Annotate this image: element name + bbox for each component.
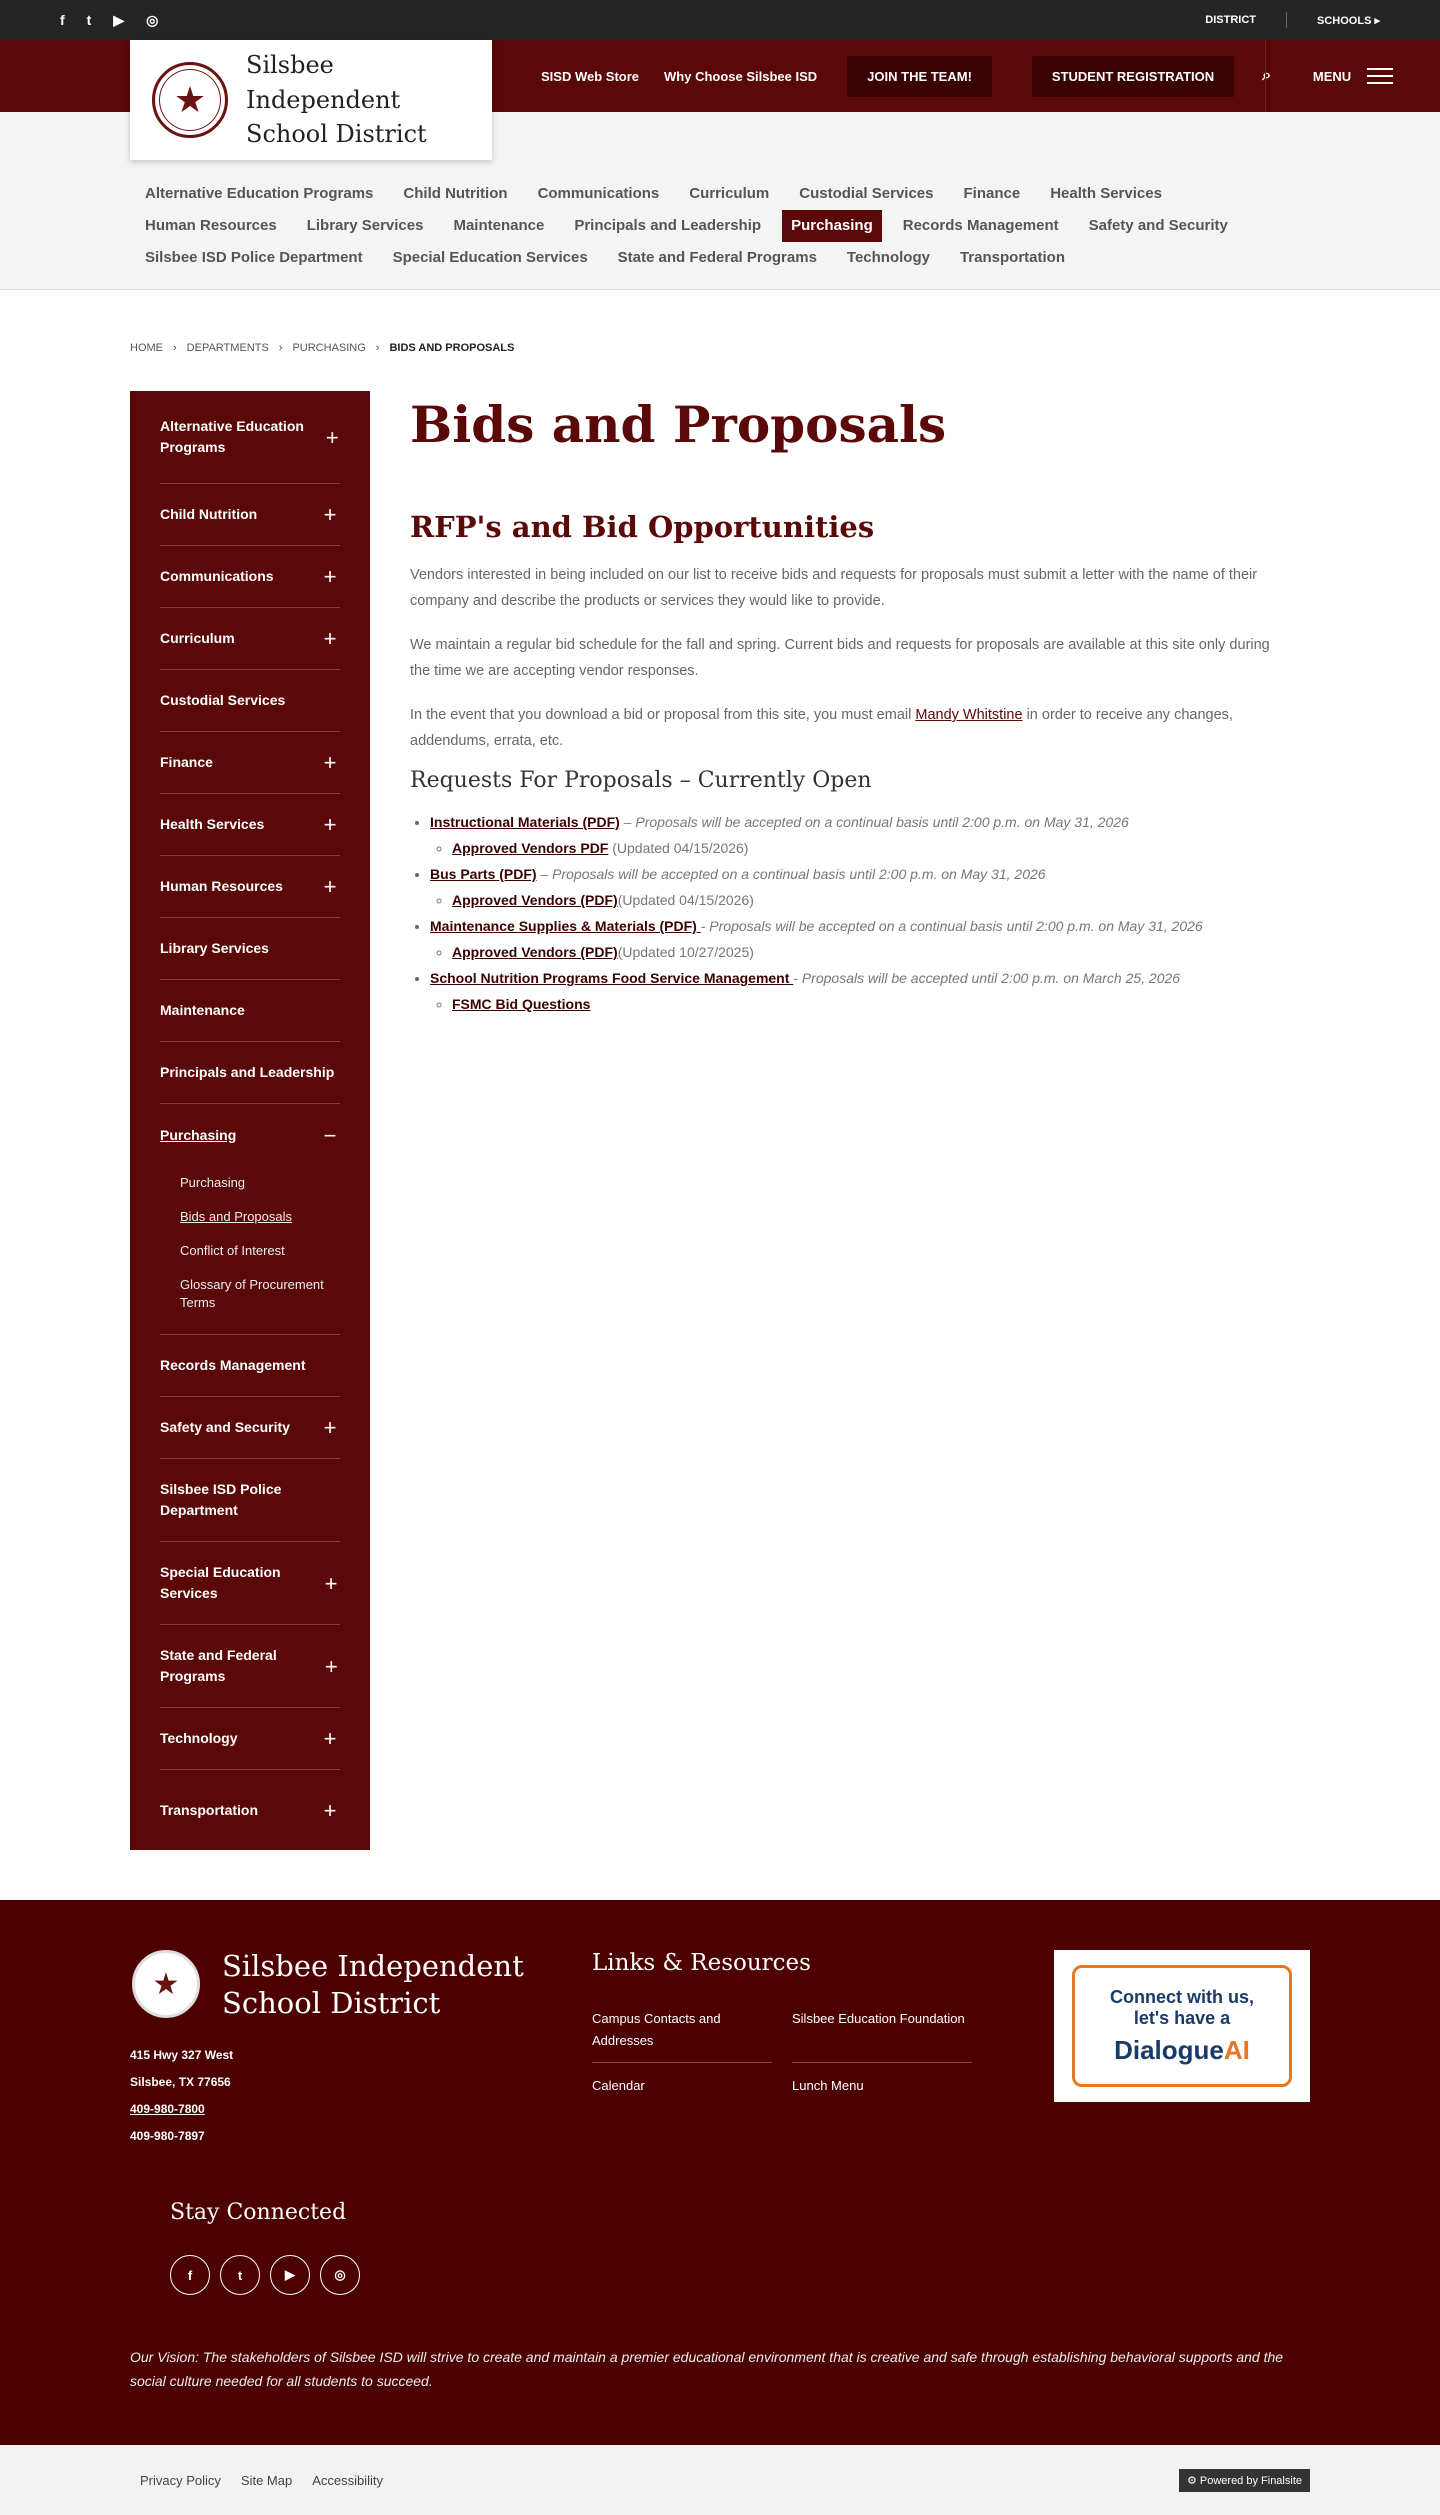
district-logo[interactable] <box>130 40 492 160</box>
bid-questions-link[interactable]: FSMC Bid Questions <box>452 996 591 1012</box>
student-registration-button[interactable]: STUDENT REGISTRATION <box>1032 56 1234 97</box>
expand-icon[interactable]: + <box>323 1415 337 1440</box>
rfp-subitem: ◦ Approved Vendors PDF (Updated 04/15/2026) <box>452 835 1290 861</box>
links-heading: Links & Resources <box>592 1950 811 1976</box>
approved-vendors-link[interactable]: Approved Vendors PDF <box>452 840 609 856</box>
district-seal-icon: ★ <box>152 62 228 138</box>
rfp-pdf-link[interactable]: Maintenance Supplies & Materials (PDF) <box>430 918 701 934</box>
dept-nav-item[interactable]: Technology <box>846 249 930 266</box>
rfp-list <box>410 809 1290 1017</box>
dept-nav-item[interactable]: Records Management <box>902 217 1059 234</box>
main-content <box>410 391 1290 1017</box>
chevron-right-icon: › <box>173 342 177 354</box>
district-link[interactable]: DISTRICT <box>1205 14 1257 26</box>
sidebar-item[interactable]: Records Management <box>160 1335 340 1397</box>
expand-icon[interactable]: + <box>324 1653 338 1679</box>
section-sidebar <box>130 391 370 1850</box>
menu-label: MENU <box>1312 68 1352 84</box>
bottom-bar <box>0 2445 1440 2515</box>
submenu-item[interactable]: Purchasing <box>180 1175 246 1190</box>
dept-nav-item[interactable]: Finance <box>963 185 1021 202</box>
sidebar-item[interactable]: Silsbee ISD Police Department <box>160 1459 340 1542</box>
facebook-icon[interactable]: f <box>170 2255 210 2295</box>
rfp-heading: Requests For Proposals – Currently Open <box>410 768 872 793</box>
sidebar-item[interactable]: Finance + <box>160 732 340 794</box>
sidebar-item[interactable]: Health Services + <box>160 794 340 856</box>
approved-vendors-link[interactable]: Approved Vendors (PDF) <box>452 944 618 960</box>
dept-nav-item-active[interactable]: Purchasing <box>782 210 882 242</box>
paragraph: In the event that you download a bid or proposal from this site, you must email Mandy Whitstine in order to receive any changes, addendums, errata, etc. <box>410 707 1233 749</box>
footer-link[interactable]: Calendar <box>592 2078 645 2093</box>
sidebar-item[interactable]: Special Education Services + <box>160 1542 340 1625</box>
expand-icon[interactable]: + <box>323 626 337 651</box>
powered-by-badge[interactable]: ⚙ Powered by Finalsite <box>1179 2469 1310 2492</box>
dialogue-ai-logo: Connect with us, let's have a DialogueAI <box>1072 1965 1292 2087</box>
dept-nav-item[interactable]: Safety and Security <box>1088 217 1228 234</box>
footer-links <box>592 2008 972 2119</box>
rfp-subitem <box>452 991 1290 1017</box>
dept-nav-item[interactable]: Health Services <box>1050 185 1162 202</box>
youtube-icon[interactable]: ▶ <box>113 11 125 28</box>
sitemap-link[interactable]: Site Map <box>240 2472 293 2488</box>
dept-nav-item[interactable]: Human Resources <box>145 217 277 234</box>
rfp-item: • School Nutrition Programs Food Service Management - Proposals will be accepted until 2:00 p.m. on March 25, 2026 ◦ FSMC Bid Questions <box>430 965 1290 1017</box>
rfp-item: • Maintenance Supplies & Materials (PDF) - Proposals will be accepted on a continual basis until 2:00 p.m. on May 31, 2026 ◦ Approved Vendors (PDF)(Updated 10/27/2025) <box>430 913 1290 965</box>
instagram-icon[interactable]: ◎ <box>146 11 159 28</box>
expand-icon[interactable]: + <box>323 502 337 527</box>
sidebar-item[interactable]: Communications + <box>160 546 340 608</box>
submenu-item-current[interactable]: Bids and Proposals <box>180 1209 293 1224</box>
dept-nav-item[interactable]: Communications <box>537 185 660 202</box>
footer-seal-icon: ★ <box>132 1950 200 2018</box>
district-name: Silsbee Independent School District <box>246 50 427 149</box>
twitter-icon[interactable]: t <box>220 2255 260 2295</box>
join-team-button[interactable]: JOIN THE TEAM! <box>847 56 992 97</box>
dept-nav-item[interactable]: Special Education Services <box>392 249 588 266</box>
sidebar-item[interactable]: Transportation + <box>160 1770 340 1850</box>
youtube-icon[interactable]: ▶ <box>270 2255 310 2295</box>
expand-icon[interactable]: + <box>323 564 337 589</box>
phone-link[interactable]: 409-980-7800 <box>130 2102 205 2116</box>
rfp-item: • Instructional Materials (PDF) – Proposals will be accepted on a continual basis until 2:00 p.m. on May 31, 2026 ◦ Approved Vendors PDF (Updated 04/15/2026) <box>430 809 1290 861</box>
sidebar-item[interactable]: Custodial Services <box>160 670 340 732</box>
footer-link[interactable]: Campus Contacts and Addresses <box>592 2008 772 2063</box>
dept-nav-item[interactable]: Child Nutrition <box>403 185 508 202</box>
sidebar-item[interactable]: Curriculum + <box>160 608 340 670</box>
web-store-link[interactable]: SISD Web Store <box>541 68 640 84</box>
chevron-right-icon: › <box>278 342 283 354</box>
rfp-link[interactable]: School Nutrition Programs Food Service Management <box>430 970 794 986</box>
dept-nav-item[interactable]: Alternative Education Programs <box>145 185 374 202</box>
breadcrumb <box>130 342 514 354</box>
page-title: Bids and Proposals <box>410 395 947 454</box>
search-icon[interactable]: ⌕ <box>1262 67 1272 84</box>
sidebar-item[interactable]: Maintenance <box>160 980 340 1042</box>
privacy-link[interactable]: Privacy Policy <box>140 2472 221 2488</box>
dialogue-ai-banner[interactable] <box>1054 1950 1310 2102</box>
rfp-subitem: ◦ Approved Vendors (PDF)(Updated 10/27/2025) <box>452 939 1290 965</box>
dept-nav-item[interactable]: Silsbee ISD Police Department <box>145 249 363 266</box>
dept-nav-item[interactable]: Library Services <box>306 217 424 234</box>
legal-links <box>140 2473 383 2488</box>
sidebar-item[interactable]: State and Federal Programs + <box>160 1625 340 1708</box>
breadcrumb-home[interactable]: HOME <box>130 342 163 354</box>
dept-nav-item[interactable]: Transportation <box>959 249 1065 266</box>
email-contact-link[interactable]: Mandy Whitstine <box>915 707 1023 723</box>
sidebar-item[interactable]: Technology + <box>160 1708 340 1770</box>
dept-nav-item[interactable]: Curriculum <box>689 185 770 202</box>
dept-nav-item[interactable]: Custodial Services <box>799 185 934 202</box>
site-footer <box>0 1900 1440 2445</box>
footer-address: 415 Hwy 327 West Silsbee, TX 77656 409-980-7800 409-980-7897 <box>130 2042 233 2150</box>
footer-social <box>170 2255 360 2295</box>
expand-icon[interactable]: + <box>324 1570 338 1596</box>
paragraph: Vendors interested in being included on our list to receive bids and requests for proposals must submit a letter with the name of their company and describe the products or services they would like to provide. <box>410 567 1258 609</box>
breadcrumb-current: BIDS AND PROPOSALS <box>389 342 515 354</box>
sidebar-item[interactable]: Safety and Security + <box>160 1397 340 1459</box>
submenu-item[interactable]: Glossary of Procurement Terms <box>180 1277 324 1310</box>
stay-connected-heading: Stay Connected <box>170 2200 347 2225</box>
sidebar-item[interactable]: Child Nutrition + <box>160 484 340 546</box>
section-heading: RFP's and Bid Opportunities <box>410 510 875 544</box>
footer-link[interactable]: Silsbee Education Foundation <box>792 2008 972 2063</box>
collapse-icon[interactable]: − <box>323 1122 337 1148</box>
expand-icon[interactable]: + <box>323 1726 337 1751</box>
expand-icon[interactable]: + <box>323 812 337 837</box>
paragraph: We maintain a regular bid schedule for the fall and spring. Current bids and requests for proposals are available at this site only during the time we are accepting vendor responses. <box>410 637 1270 679</box>
sidebar-item[interactable]: Library Services <box>160 918 340 980</box>
rfp-subitem: ◦ Approved Vendors (PDF)(Updated 04/15/2026) <box>452 887 1290 913</box>
footer-district-name: Silsbee Independent School District <box>222 1949 524 2020</box>
vision-statement: Our Vision: The stakeholders of Silsbee ISD will strive to create and maintain a premier educational environment that is creative and safe through establishing behavioral supports and the social culture needed for all students to succeed. <box>130 2349 1284 2389</box>
fax-number: 409-980-7897 <box>130 2129 205 2143</box>
dept-nav-item[interactable]: Principals and Leadership <box>574 217 762 234</box>
expand-icon[interactable]: + <box>323 750 337 775</box>
footer-link[interactable]: Lunch Menu <box>792 2078 864 2093</box>
accessibility-link[interactable]: Accessibility <box>312 2472 384 2488</box>
approved-vendors-link[interactable]: Approved Vendors (PDF) <box>452 892 618 908</box>
why-choose-link[interactable]: Why Choose Silsbee ISD <box>664 68 818 84</box>
chevron-right-icon: › <box>375 342 380 354</box>
sidebar-item[interactable]: Principals and Leadership <box>160 1042 340 1104</box>
breadcrumb-departments[interactable]: DEPARTMENTS <box>186 342 269 354</box>
dept-nav-item[interactable]: State and Federal Programs <box>617 249 817 266</box>
expand-icon[interactable]: + <box>323 1797 337 1823</box>
expand-icon[interactable]: + <box>325 424 339 450</box>
rfp-item: • Bus Parts (PDF) – Proposals will be accepted on a continual basis until 2:00 p.m. on May 31, 2026 ◦ Approved Vendors (PDF)(Updated 04/15/2026) <box>430 861 1290 913</box>
sidebar-item[interactable]: Alternative Education Programs + <box>160 391 340 484</box>
sidebar-item[interactable]: Human Resources + <box>160 856 340 918</box>
dept-nav-item[interactable]: Maintenance <box>453 217 545 234</box>
rfp-pdf-link[interactable]: Bus Parts (PDF) <box>430 866 537 882</box>
schools-dropdown[interactable]: SCHOOLS ▸ <box>1317 14 1380 27</box>
instagram-icon[interactable]: ◎ <box>320 2255 360 2295</box>
breadcrumb-purchasing[interactable]: PURCHASING <box>292 342 366 354</box>
facebook-icon[interactable]: f <box>60 12 65 28</box>
submenu-item[interactable]: Conflict of Interest <box>180 1243 285 1258</box>
twitter-icon[interactable]: t <box>86 12 92 28</box>
sidebar-submenu <box>160 1166 340 1335</box>
sidebar-item-purchasing[interactable]: Purchasing − <box>160 1104 340 1166</box>
expand-icon[interactable]: + <box>323 874 337 899</box>
rfp-pdf-link[interactable]: Instructional Materials (PDF) <box>430 814 620 830</box>
